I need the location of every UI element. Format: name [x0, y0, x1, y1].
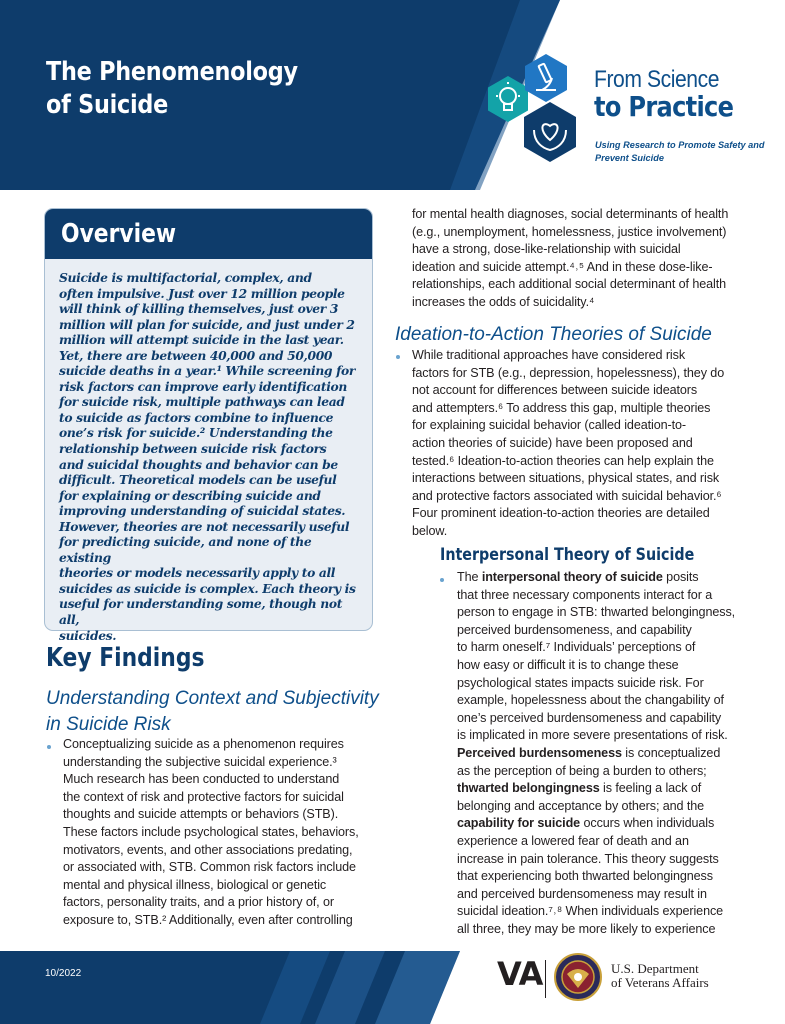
overview-line: suicides as suicide is complex. Each theory is — [59, 580, 356, 596]
overview-line: one’s risk for suicide.² Understanding the — [59, 425, 333, 441]
overview-line: relationship between suicide risk factors — [59, 441, 327, 457]
paragraph-line: ideation and suicide attempt.⁴˒⁵ And in these dose-like- — [412, 259, 713, 274]
bold-term: capability for suicide — [457, 816, 581, 831]
paragraph-line: interactions between situations, physical states, and risk — [412, 471, 720, 486]
paragraph-line — [457, 815, 762, 833]
paragraph-line: Four prominent ideation-to-action theories are detailed — [412, 506, 710, 521]
paragraph-line: experience a lowered fear of death and an — [457, 833, 689, 848]
paragraph-line: increase in pain tolerance. This theory suggests — [457, 851, 719, 866]
ideation-heading: Ideation-to-Action Theories of Suicide — [395, 324, 712, 345]
paragraph-line — [457, 745, 762, 763]
context-subheading-line: in Suicide Risk — [46, 714, 171, 735]
overview-line: useful for understanding some, though not all, — [59, 596, 343, 628]
overview-line: improving understanding of suicidal states. — [59, 503, 346, 519]
overview-heading: Overview — [61, 219, 177, 249]
bullet-dot — [396, 355, 400, 359]
paragraph-line: thoughts and suicide attempts or behaviors (STB). — [63, 807, 339, 822]
paragraph-line: that three necessary components interact for a — [457, 587, 713, 602]
bullet-dot — [47, 745, 51, 749]
paragraph-line: below. — [412, 523, 448, 538]
key-findings-heading: Key Findings — [46, 643, 205, 673]
document-title: The Phenomenology of Suicide — [46, 57, 298, 120]
overview-line: million will plan for suicide, and just under 2 — [59, 316, 355, 332]
paragraph-line: (e.g., unemployment, homelessness, justice involvement) — [412, 224, 727, 239]
department-line: U.S. Department — [611, 961, 699, 976]
paragraph-line: for explaining suicidal behavior (called ideation-to- — [412, 418, 687, 433]
paragraph-line: that experiencing both thwarted belongingness — [457, 869, 713, 884]
text-run: is conceptualized — [621, 745, 721, 760]
paragraph-line: While traditional approaches have considered risk — [412, 348, 686, 362]
ideation-paragraph — [412, 347, 757, 541]
paragraph-line: relationships, each additional social determinant of health — [412, 277, 727, 292]
overview-line: theories or models necessarily apply to all — [59, 565, 336, 581]
overview-line: for explaining or describing suicide and — [59, 487, 321, 503]
context-subheading-line: Understanding Context and Subjectivity — [46, 688, 379, 709]
paragraph-line: not account for differences between suicide ideators — [412, 383, 698, 398]
text-run: occurs when individuals — [580, 816, 715, 831]
interpersonal-heading: Interpersonal Theory of Suicide — [440, 545, 695, 565]
overview-line: Yet, there are between 40,000 and 50,000 — [59, 347, 333, 363]
paragraph-line: understanding the subjective suicidal experience.³ — [63, 754, 337, 769]
text-run: posits — [662, 570, 699, 584]
bold-term: Perceived burdensomeness — [457, 745, 622, 760]
overview-line: difficult. Theoretical models can be useful — [59, 472, 337, 488]
context-paragraph — [63, 736, 373, 930]
paragraph-line: and protective factors associated with suicidal behavior.⁶ — [412, 488, 722, 503]
brand-line-2: to Practice — [594, 90, 734, 123]
overview-line: will think of killing themselves, just over 3 — [59, 301, 339, 317]
paragraph-line: all three, they may be more likely to experience — [457, 921, 716, 936]
heart-hands-icon — [520, 100, 580, 164]
paragraph-line: belonging and acceptance by others; and the — [457, 798, 705, 813]
microscope-icon — [520, 52, 572, 104]
va-logo: VA — [497, 955, 543, 993]
paragraph-line: mental and physical illness, biological or genetic — [63, 877, 327, 892]
paragraph-line: for mental health diagnoses, social determinants of health — [412, 207, 729, 221]
va-seal-icon — [553, 952, 603, 1002]
bullet-dot — [440, 578, 444, 582]
text-run: The — [457, 570, 482, 584]
paragraph-line: how easy or difficult it is to change these — [457, 657, 679, 672]
overview-line: to suicide as factors combine to influence — [59, 409, 334, 425]
paragraph-line — [457, 569, 762, 587]
overview-line: for predicting suicide, and none of the existing — [59, 534, 312, 565]
paragraph-line: action theories of suicide) have been proposed and — [412, 435, 693, 450]
paragraph-line: and attempters.⁶ To address this gap, multiple theories — [412, 400, 711, 415]
paragraph-line: is implicated in more severe presentations of risk. — [457, 728, 728, 743]
paragraph-line: person to engage in STB: thwarted belongingness, — [457, 605, 736, 620]
overview-line: However, theories are not necessarily useful — [59, 518, 350, 534]
paragraph-line: and perceived burdensomeness may result in — [457, 886, 707, 901]
overview-line: suicides. — [59, 627, 117, 643]
brand-tagline: Using Research to Promote Safety and Prevent Suicide — [595, 140, 765, 163]
publication-date: 10/2022 — [45, 968, 82, 979]
va-department-name — [611, 962, 761, 990]
paragraph-line: one’s perceived burdensomeness and capability — [457, 710, 722, 725]
overview-line: risk factors can improve early identification — [59, 378, 347, 394]
paragraph-line: exposure to, STB.² Additionally, even after controlling — [63, 912, 353, 927]
overview-line: and suicidal thoughts and behavior can be — [59, 456, 338, 472]
interpersonal-paragraph — [457, 569, 762, 938]
overview-line: Suicide is multifactorial, complex, and — [59, 270, 312, 285]
bold-term: interpersonal theory of suicide — [481, 570, 663, 584]
paragraph-line: Conceptualizing suicide as a phenomenon requires — [63, 737, 344, 751]
overview-line: for suicide risk, multiple pathways can lead — [59, 394, 345, 410]
overview-line: million will attempt suicide in the last year. — [59, 332, 344, 348]
overview-line: often impulsive. Just over 12 million people — [59, 285, 345, 301]
paragraph-line: example, hopelessness about the changability of — [457, 693, 724, 708]
paragraph-line: as the perception of being a burden to others; — [457, 763, 707, 778]
paragraph-line: perceived burdensomeness, and capability — [457, 622, 692, 637]
department-line: of Veterans Affairs — [611, 975, 709, 990]
paragraph-line: increases the odds of suicidality.⁴ — [412, 294, 595, 309]
paragraph-line: or associated with, STB. Common risk factors include — [63, 860, 356, 875]
text-run: is feeling a lack of — [599, 781, 702, 796]
paragraph-line: Much research has been conducted to understand — [63, 772, 340, 787]
brand-line-1: From Science — [594, 66, 720, 93]
va-divider — [545, 960, 546, 998]
paragraph-line: have a strong, dose-like-relationship with suicidal — [412, 242, 681, 257]
paragraph-line: factors, personality traits, and a prior history of, or — [63, 895, 334, 910]
paragraph-line: factors for STB (e.g., depression, hopelessness), they do — [412, 365, 725, 380]
bold-term: thwarted belongingness — [457, 781, 600, 796]
context-subheading — [46, 686, 379, 738]
overview-text — [59, 270, 361, 643]
paragraph-line: the context of risk and protective factors for suicidal — [63, 789, 344, 804]
overview-box — [44, 208, 373, 643]
paragraph-line: tested.⁶ Ideation-to-action theories can help explain the — [412, 453, 714, 468]
paragraph-line: These factors include psychological states, behaviors, — [63, 824, 359, 839]
paragraph-line: suicidal ideation.⁷˒⁸ When individuals experience — [457, 904, 724, 919]
paragraph-line: to harm oneself.⁷ Individuals’ perceptions of — [457, 640, 696, 655]
paragraph-line — [457, 780, 762, 798]
continuation-paragraph — [412, 206, 757, 312]
overview-line: suicide deaths in a year.¹ While screening for — [59, 363, 356, 379]
paragraph-line: psychological states impacts suicide risk. For — [457, 675, 704, 690]
paragraph-line: motivators, events, and other associations predating, — [63, 842, 353, 857]
